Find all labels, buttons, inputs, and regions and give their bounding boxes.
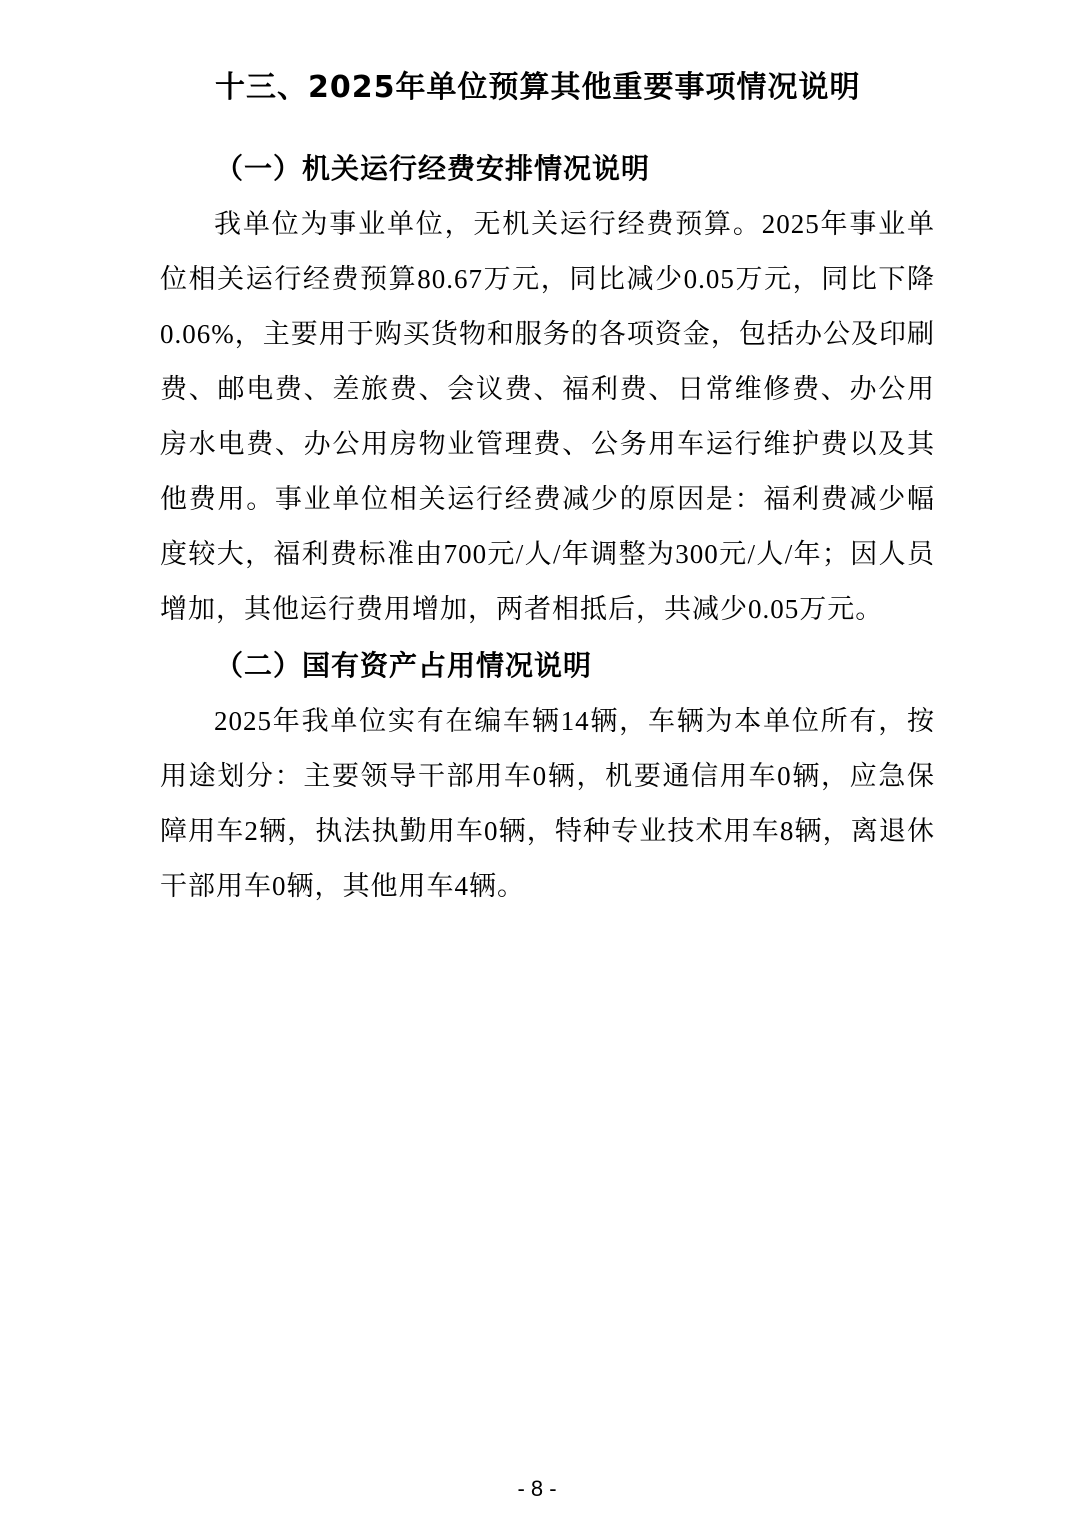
document-content [160, 64, 935, 914]
subsection-heading-agency-operating-expenses: （一）机关运行经费安排情况说明 [215, 154, 651, 185]
subsection-heading-state-assets: （二）国有资产占用情况说明 [215, 651, 593, 682]
paragraph-state-assets: 2025年我单位实有在编车辆14辆，车辆为本单位所有，按用途划分：主要领导干部用车0辆，机要通信用车0辆，应急保障用车2辆，执法执勤用车0辆，特种专业技术用车8辆，离退休干部用车0辆，其他用车4辆。 [160, 706, 935, 901]
paragraph-operating-expenses: 我单位为事业单位，无机关运行经费预算。2025年事业单位相关运行经费预算80.67万元，同比减少0.05万元，同比下降0.06%，主要用于购买货物和服务的各项资金，包括办公及印刷费、邮电费、差旅费、会议费、福利费、日常维修费、办公用房水电费、办公用房物业管理费、公务用车运行维护费以及其他费用。事业单位相关运行经费减少的原因是：福利费减少幅度较大，福利费标准由700元/人/年调整为300元/人/年；因人员增加，其他运行费用增加，两者相抵后，共减少0.05万元。 [160, 209, 935, 624]
page-title: 十三、2025年单位预算其他重要事项情况说明 [215, 70, 861, 105]
page-number: - 8 - [517, 1476, 557, 1501]
